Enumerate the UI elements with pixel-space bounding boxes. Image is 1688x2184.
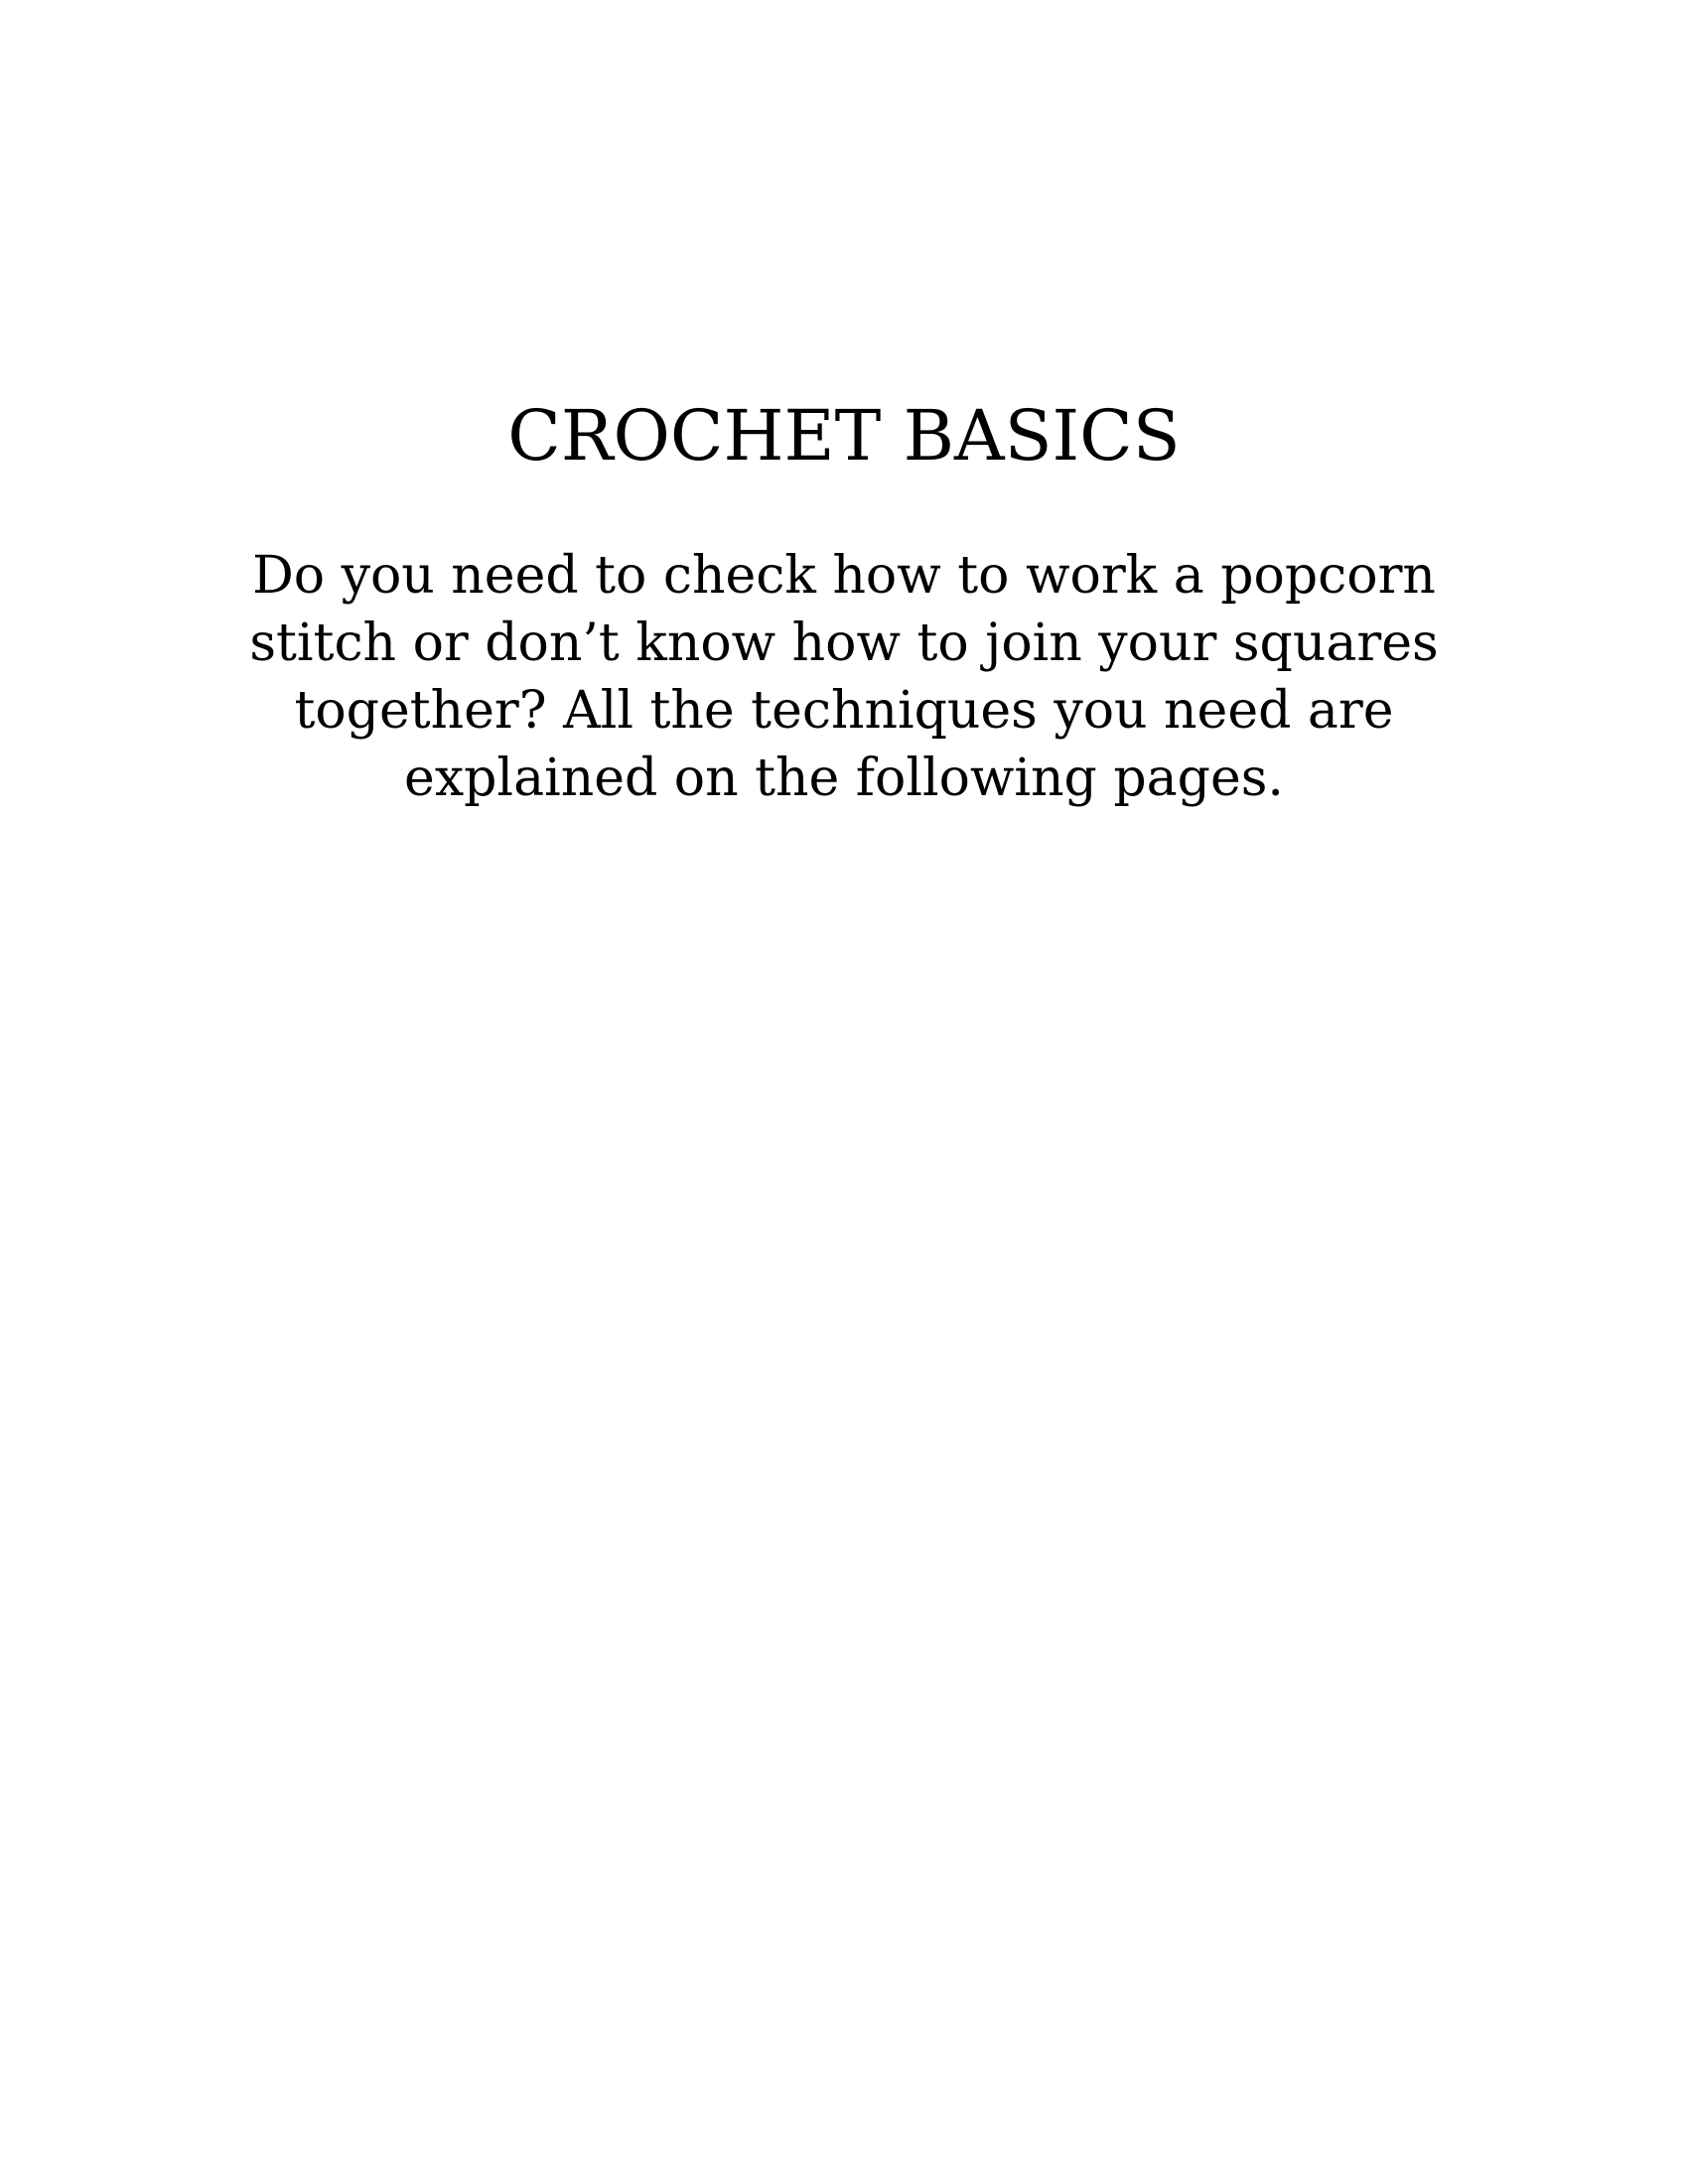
- intro-line: together? All the techniques you need are: [294, 681, 1394, 741]
- intro-line: Do you need to check how to work a popcorn: [252, 546, 1436, 606]
- intro-paragraph: [0, 542, 1688, 812]
- intro-line: explained on the following pages.: [404, 749, 1284, 808]
- intro-line: stitch or don’t know how to join your squares: [249, 614, 1439, 673]
- page-title: CROCHET BASICS: [507, 395, 1181, 477]
